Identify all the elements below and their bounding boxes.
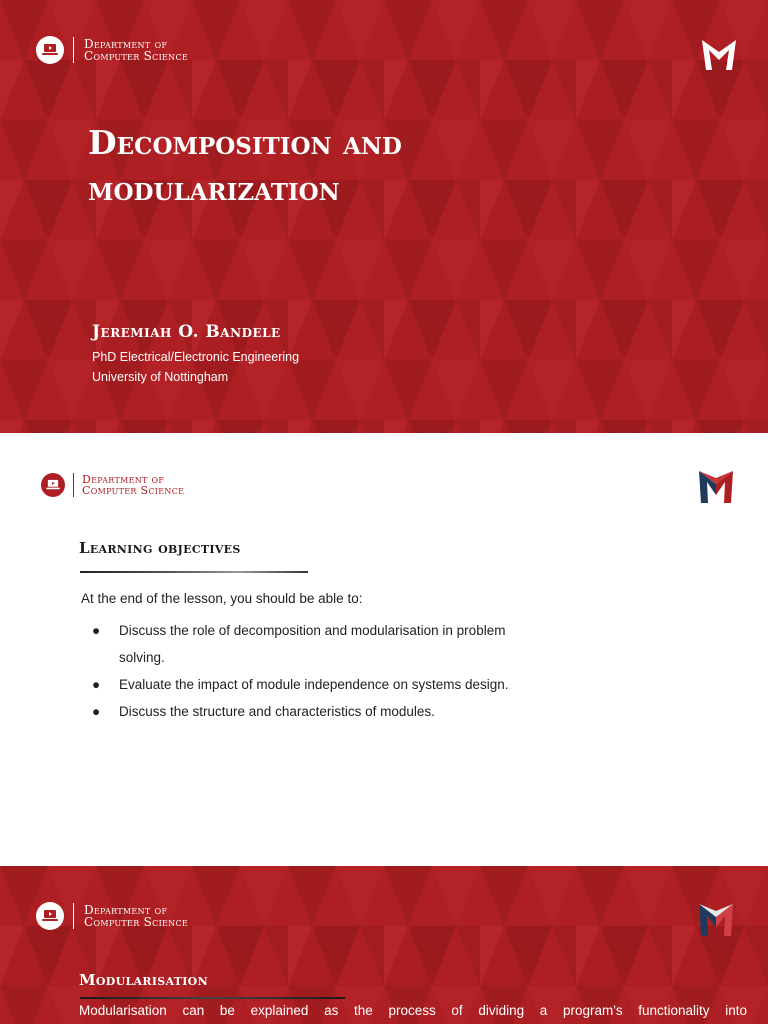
objectives-slide — [0, 433, 768, 866]
department-line1: Department of — [84, 37, 168, 51]
author-degree: PhD Electrical/Electronic Engineering — [92, 350, 300, 364]
laptop-play-icon — [36, 36, 64, 64]
department-logo — [36, 902, 188, 930]
background-pattern — [0, 0, 768, 433]
department-line2: Computer Science — [84, 915, 189, 929]
department-logo — [41, 473, 184, 497]
department-name — [84, 38, 188, 62]
modularisation-slide — [0, 866, 768, 1024]
m-monogram-logo — [702, 40, 736, 70]
author-university: University of Nottingham — [92, 370, 229, 384]
bullet: ● — [92, 704, 101, 719]
department-logo — [36, 36, 188, 64]
logo-divider — [73, 473, 74, 497]
list-item — [92, 617, 532, 671]
department-name — [82, 474, 184, 496]
department-line2: Computer Science — [82, 484, 185, 497]
objectives-list — [92, 617, 532, 725]
modularisation-body: Modularisation can be explained as the process of dividing a program's functionality into — [79, 1003, 747, 1018]
list-item — [92, 698, 532, 725]
heading-underline — [80, 997, 345, 999]
bullet: ● — [92, 677, 101, 692]
department-line2: Computer Science — [84, 49, 189, 63]
title-line2: modularization — [88, 169, 340, 208]
laptop-play-icon — [36, 902, 64, 930]
department-line1: Department of — [84, 903, 168, 917]
objective-text: Discuss the structure and characteristics of modules. — [119, 704, 435, 719]
section-heading: Learning objectives — [79, 539, 241, 557]
title-slide — [0, 0, 768, 433]
m-monogram-logo — [699, 471, 733, 503]
bullet: ● — [92, 623, 101, 638]
logo-divider — [73, 37, 74, 63]
m-monogram-logo — [699, 904, 733, 936]
logo-divider — [73, 903, 74, 929]
heading-underline — [80, 571, 308, 573]
objective-text: Discuss the role of decomposition and modularisation in problem solving. — [119, 623, 506, 665]
laptop-play-icon — [41, 473, 65, 497]
title-line1: Decomposition and — [88, 123, 402, 162]
department-name — [84, 904, 188, 928]
list-item — [92, 671, 532, 698]
objective-text: Evaluate the impact of module independence on systems design. — [119, 677, 509, 692]
section-heading: Modularisation — [79, 971, 208, 989]
author-name: Jeremiah O. Bandele — [92, 322, 281, 342]
objectives-intro: At the end of the lesson, you should be able to: — [81, 591, 363, 606]
presentation-title — [88, 120, 648, 212]
department-line1: Department of — [82, 473, 165, 486]
background-pattern — [0, 866, 768, 1024]
